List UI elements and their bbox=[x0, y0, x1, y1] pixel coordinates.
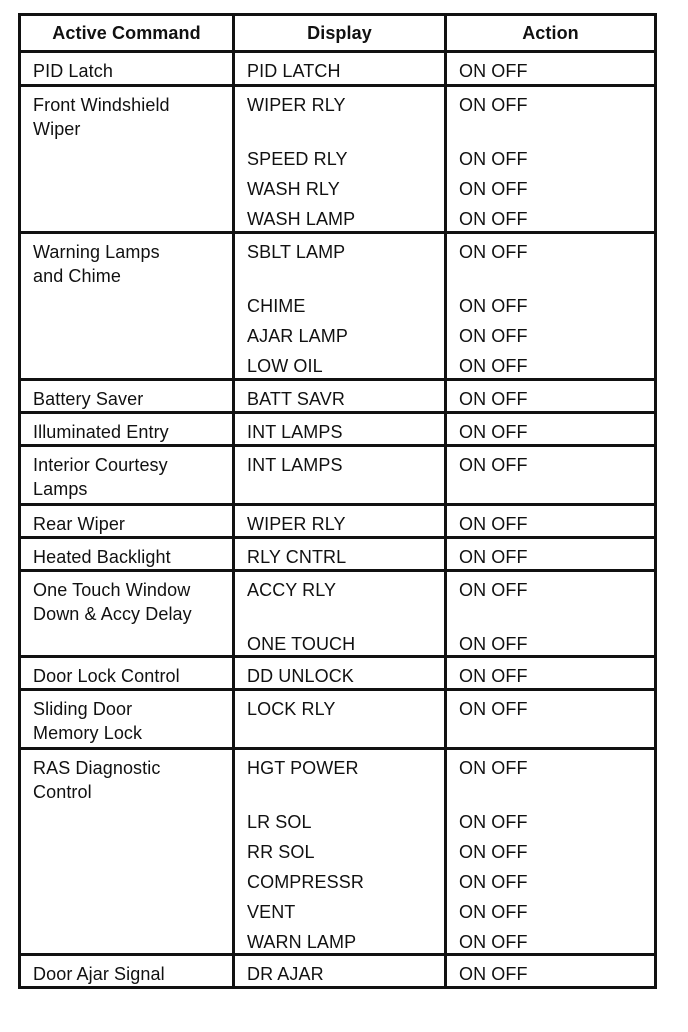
action-text: ON OFF bbox=[459, 580, 528, 600]
display-cell bbox=[235, 691, 447, 747]
command-cell bbox=[21, 234, 235, 378]
table-header-row bbox=[21, 16, 654, 50]
action-cell bbox=[447, 506, 654, 536]
action-text: ON OFF bbox=[459, 422, 528, 442]
command-cell bbox=[21, 750, 235, 953]
table-row bbox=[21, 411, 654, 444]
action-cell bbox=[447, 234, 654, 378]
action-text: ON OFF bbox=[459, 547, 528, 567]
action-text: ON OFF bbox=[459, 326, 528, 346]
command-text: One Touch Window bbox=[33, 580, 191, 600]
table-row bbox=[21, 444, 654, 503]
display-cell bbox=[235, 87, 447, 231]
header-display: Display bbox=[235, 16, 447, 50]
display-text: SBLT LAMP bbox=[247, 242, 346, 262]
command-cell bbox=[21, 572, 235, 655]
command-text: Battery Saver bbox=[33, 389, 144, 409]
action-text: ON OFF bbox=[459, 666, 528, 686]
action-text: ON OFF bbox=[459, 389, 528, 409]
display-cell bbox=[235, 234, 447, 378]
display-text: LR SOL bbox=[247, 812, 312, 832]
display-text: DD UNLOCK bbox=[247, 666, 354, 686]
display-text: SPEED RLY bbox=[247, 149, 348, 169]
command-text: Rear Wiper bbox=[33, 514, 126, 534]
command-cell bbox=[21, 539, 235, 569]
action-text: ON OFF bbox=[459, 61, 528, 81]
command-cell bbox=[21, 87, 235, 231]
table-row bbox=[21, 84, 654, 231]
display-text: PID LATCH bbox=[247, 61, 341, 81]
command-cell bbox=[21, 691, 235, 747]
command-text: PID Latch bbox=[33, 61, 113, 81]
display-text: RLY CNTRL bbox=[247, 547, 347, 567]
table-row bbox=[21, 536, 654, 569]
display-text: LOCK RLY bbox=[247, 699, 336, 719]
table-row bbox=[21, 655, 654, 688]
command-text: Wiper bbox=[33, 119, 81, 139]
display-text: BATT SAVR bbox=[247, 389, 345, 409]
display-text: CHIME bbox=[247, 296, 306, 316]
action-text: ON OFF bbox=[459, 179, 528, 199]
action-text: ON OFF bbox=[459, 964, 528, 984]
display-text: WIPER RLY bbox=[247, 95, 346, 115]
action-cell bbox=[447, 572, 654, 655]
action-text: ON OFF bbox=[459, 758, 528, 778]
display-cell bbox=[235, 572, 447, 655]
display-cell bbox=[235, 53, 447, 84]
action-text: ON OFF bbox=[459, 902, 528, 922]
table-row bbox=[21, 503, 654, 536]
command-text: Down & Accy Delay bbox=[33, 604, 192, 624]
command-text: Lamps bbox=[33, 479, 88, 499]
action-cell bbox=[447, 956, 654, 986]
display-cell bbox=[235, 539, 447, 569]
command-cell bbox=[21, 506, 235, 536]
action-text: ON OFF bbox=[459, 699, 528, 719]
action-text: ON OFF bbox=[459, 932, 528, 952]
action-text: ON OFF bbox=[459, 209, 528, 229]
table-row bbox=[21, 50, 654, 84]
command-text: Interior Courtesy bbox=[33, 455, 168, 475]
display-text: LOW OIL bbox=[247, 356, 323, 376]
command-text: Heated Backlight bbox=[33, 547, 171, 567]
display-text: HGT POWER bbox=[247, 758, 359, 778]
command-cell bbox=[21, 956, 235, 986]
action-cell bbox=[447, 750, 654, 953]
action-text: ON OFF bbox=[459, 634, 528, 654]
command-text: Memory Lock bbox=[33, 723, 143, 743]
action-cell bbox=[447, 658, 654, 688]
display-text: ONE TOUCH bbox=[247, 634, 356, 654]
command-text: Illuminated Entry bbox=[33, 422, 169, 442]
action-cell bbox=[447, 691, 654, 747]
action-cell bbox=[447, 53, 654, 84]
display-text: WASH RLY bbox=[247, 179, 340, 199]
display-text: VENT bbox=[247, 902, 296, 922]
command-text: RAS Diagnostic bbox=[33, 758, 161, 778]
action-cell bbox=[447, 539, 654, 569]
display-text: COMPRESSR bbox=[247, 872, 364, 892]
display-text: AJAR LAMP bbox=[247, 326, 348, 346]
display-text: RR SOL bbox=[247, 842, 315, 862]
command-text: Door Ajar Signal bbox=[33, 964, 165, 984]
action-text: ON OFF bbox=[459, 356, 528, 376]
display-text: INT LAMPS bbox=[247, 422, 343, 442]
display-cell bbox=[235, 750, 447, 953]
table-row bbox=[21, 688, 654, 747]
action-text: ON OFF bbox=[459, 842, 528, 862]
command-cell bbox=[21, 53, 235, 84]
display-text: INT LAMPS bbox=[247, 455, 343, 475]
display-cell bbox=[235, 956, 447, 986]
action-text: ON OFF bbox=[459, 514, 528, 534]
display-text: DR AJAR bbox=[247, 964, 324, 984]
action-cell bbox=[447, 87, 654, 231]
display-cell bbox=[235, 506, 447, 536]
command-table bbox=[18, 13, 657, 989]
table-row bbox=[21, 231, 654, 378]
display-text: WASH LAMP bbox=[247, 209, 356, 229]
table-row bbox=[21, 747, 654, 953]
action-cell bbox=[447, 447, 654, 503]
action-text: ON OFF bbox=[459, 812, 528, 832]
display-text: ACCY RLY bbox=[247, 580, 337, 600]
command-text: and Chime bbox=[33, 266, 121, 286]
table-row bbox=[21, 378, 654, 411]
display-cell bbox=[235, 414, 447, 444]
action-text: ON OFF bbox=[459, 296, 528, 316]
action-cell bbox=[447, 414, 654, 444]
command-cell bbox=[21, 381, 235, 411]
command-cell bbox=[21, 414, 235, 444]
display-text: WARN LAMP bbox=[247, 932, 357, 952]
command-text: Control bbox=[33, 782, 92, 802]
display-cell bbox=[235, 658, 447, 688]
table-body bbox=[21, 50, 654, 986]
command-cell bbox=[21, 658, 235, 688]
display-cell bbox=[235, 381, 447, 411]
action-text: ON OFF bbox=[459, 872, 528, 892]
command-text: Sliding Door bbox=[33, 699, 133, 719]
action-text: ON OFF bbox=[459, 149, 528, 169]
table-row bbox=[21, 569, 654, 655]
action-cell bbox=[447, 381, 654, 411]
action-text: ON OFF bbox=[459, 455, 528, 475]
display-cell bbox=[235, 447, 447, 503]
command-text: Warning Lamps bbox=[33, 242, 160, 262]
command-text: Front Windshield bbox=[33, 95, 170, 115]
action-text: ON OFF bbox=[459, 242, 528, 262]
header-active-command: Active Command bbox=[21, 16, 235, 50]
command-cell bbox=[21, 447, 235, 503]
action-text: ON OFF bbox=[459, 95, 528, 115]
display-text: WIPER RLY bbox=[247, 514, 346, 534]
header-action: Action bbox=[522, 23, 579, 43]
table-row bbox=[21, 953, 654, 986]
command-text: Door Lock Control bbox=[33, 666, 180, 686]
